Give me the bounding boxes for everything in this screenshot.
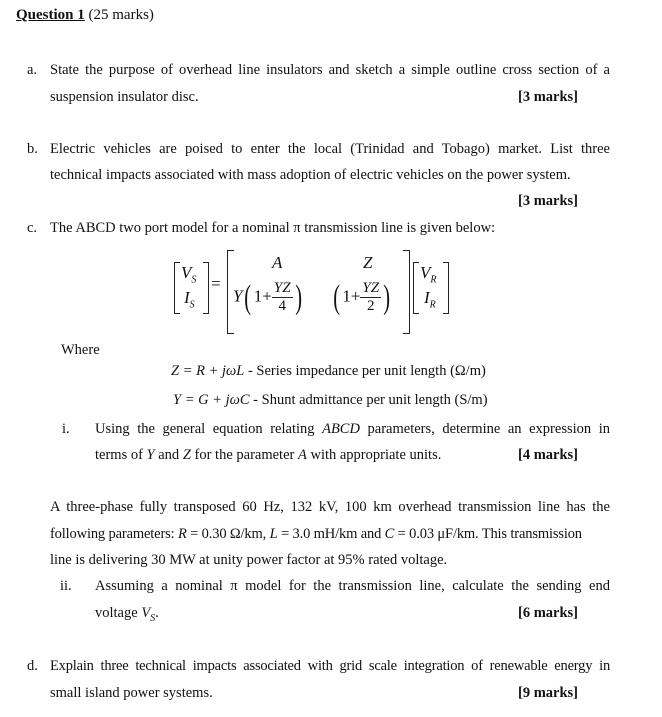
part-c-marker: c.	[27, 220, 38, 236]
lhs-left-bracket	[174, 262, 180, 314]
rhs-vr: $V_R$	[420, 263, 437, 286]
sub-i-line1: Using the general equation relating ABCD parameters, determine an expression in	[95, 421, 610, 437]
lhs-right-bracket	[203, 262, 209, 314]
matrix-a22: ( 1+ $\frac{YZ}{2}$ )	[333, 278, 391, 316]
def-impedance: Z = R + jωL - Series impedance per unit length (Ω/m)	[171, 363, 486, 379]
matrix-right-bracket	[403, 250, 410, 334]
where-label: Where	[61, 342, 100, 358]
abcd-matrix-equation	[0, 0, 662, 340]
part-a-line2: suspension insulator disc.	[50, 89, 199, 105]
sub-ii-marks: [6 marks]	[518, 605, 579, 621]
part-d-marker: d.	[27, 658, 38, 674]
sub-ii-line1: Assuming a nominal π model for the transmission line, calculate the sending end	[95, 578, 610, 594]
part-b-line1: Electric vehicles are poised to enter the local (Trinidad and Tobago) market. List three	[50, 141, 610, 157]
lhs-vs: $V_S$	[181, 263, 197, 286]
rhs-right-bracket	[443, 262, 449, 314]
lhs-is: $I_S$	[184, 288, 195, 311]
part-d-line2: small island power systems.	[50, 685, 213, 701]
part-a-marker: a.	[27, 62, 38, 78]
part-d-marks: [9 marks]	[518, 685, 579, 701]
matrix-a11: A	[272, 253, 283, 272]
part-b-line2: technical impacts associated with mass adoption of electric vehicles on the power system.	[50, 167, 571, 183]
def-admittance: Y = G + jωC - Shunt admittance per unit length (S/m)	[173, 392, 488, 408]
sub-ii-marker: ii.	[60, 578, 72, 594]
rhs-left-bracket	[413, 262, 419, 314]
part-b-marks: [3 marks]	[518, 193, 579, 209]
sub-i-line2: terms of Y and Z for the parameter A with appropriate units.	[95, 447, 442, 463]
question-label: Question 1	[16, 7, 85, 23]
part-a-line1: State the purpose of overhead line insulators and sketch a simple outline cross section of a	[50, 62, 610, 78]
sub-i-marks: [4 marks]	[518, 447, 579, 463]
equals-sign: =	[211, 274, 221, 293]
matrix-a21: Y( 1+ $\frac{YZ}{4}$ )	[233, 278, 302, 316]
scenario-line2: following parameters: R = 0.30 Ω/km, L = 3.0 mH/km and C = 0.03 μF/km. This transmission	[50, 526, 582, 542]
sub-ii-line2: voltage $V_S$.	[95, 605, 159, 624]
part-b-marker: b.	[27, 141, 38, 157]
part-d-line1: Explain three technical impacts associated with grid scale integration of renewable energy in	[50, 658, 610, 674]
rhs-ir: $I_R$	[424, 288, 436, 311]
part-a-marks: [3 marks]	[518, 89, 579, 105]
scenario-line3: line is delivering 30 MW at unity power factor at 95% rated voltage.	[50, 552, 448, 568]
matrix-a12: Z	[363, 253, 373, 272]
part-c-intro: The ABCD two port model for a nominal π transmission line is given below:	[50, 220, 496, 236]
sub-i-marker: i.	[62, 421, 70, 437]
question-total-marks: (25 marks)	[88, 7, 154, 23]
scenario-line1: A three-phase fully transposed 60 Hz, 132 kV, 100 km overhead transmission line has the	[50, 499, 610, 515]
